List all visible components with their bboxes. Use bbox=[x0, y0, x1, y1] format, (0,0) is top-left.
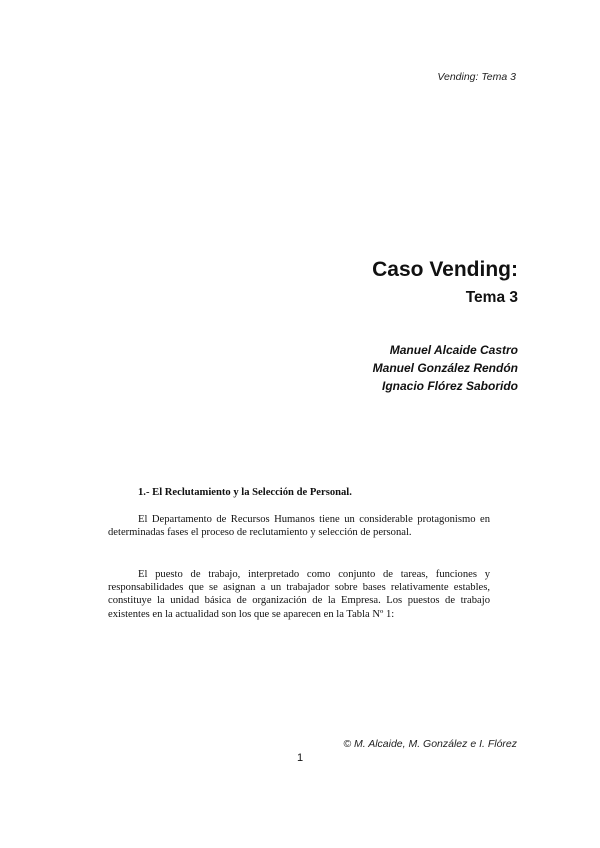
body-paragraph: El puesto de trabajo, interpretado como conjunto de tareas, funciones y responsabilidades que se asignan a un trabajador sobre bases relativamente estables, constituye la unidad básica de organización de la Empresa. Los puestos de trabajo existentes en la actualidad son los que se aparecen en la Tabla Nº 1: bbox=[108, 569, 490, 620]
document-title: Caso Vending: bbox=[372, 258, 518, 281]
running-header: Vending: Tema 3 bbox=[437, 71, 516, 83]
author-name: Manuel Alcaide Castro bbox=[389, 343, 518, 357]
author-name: Ignacio Flórez Saborido bbox=[381, 379, 518, 393]
title-block bbox=[372, 255, 518, 311]
author-name: Manuel González Rendón bbox=[372, 361, 518, 375]
author-list bbox=[373, 341, 518, 395]
page-number: 1 bbox=[296, 752, 304, 764]
footer-credit: © M. Alcaide, M. González e I. Flórez bbox=[343, 738, 517, 750]
section-heading: 1.- El Reclutamiento y la Selección de Personal. bbox=[138, 487, 352, 498]
body-paragraph: El Departamento de Recursos Humanos tiene un considerable protagonismo en determinadas fases el proceso de reclutamiento y selección de personal. bbox=[108, 514, 490, 539]
document-subtitle: Tema 3 bbox=[465, 289, 518, 306]
